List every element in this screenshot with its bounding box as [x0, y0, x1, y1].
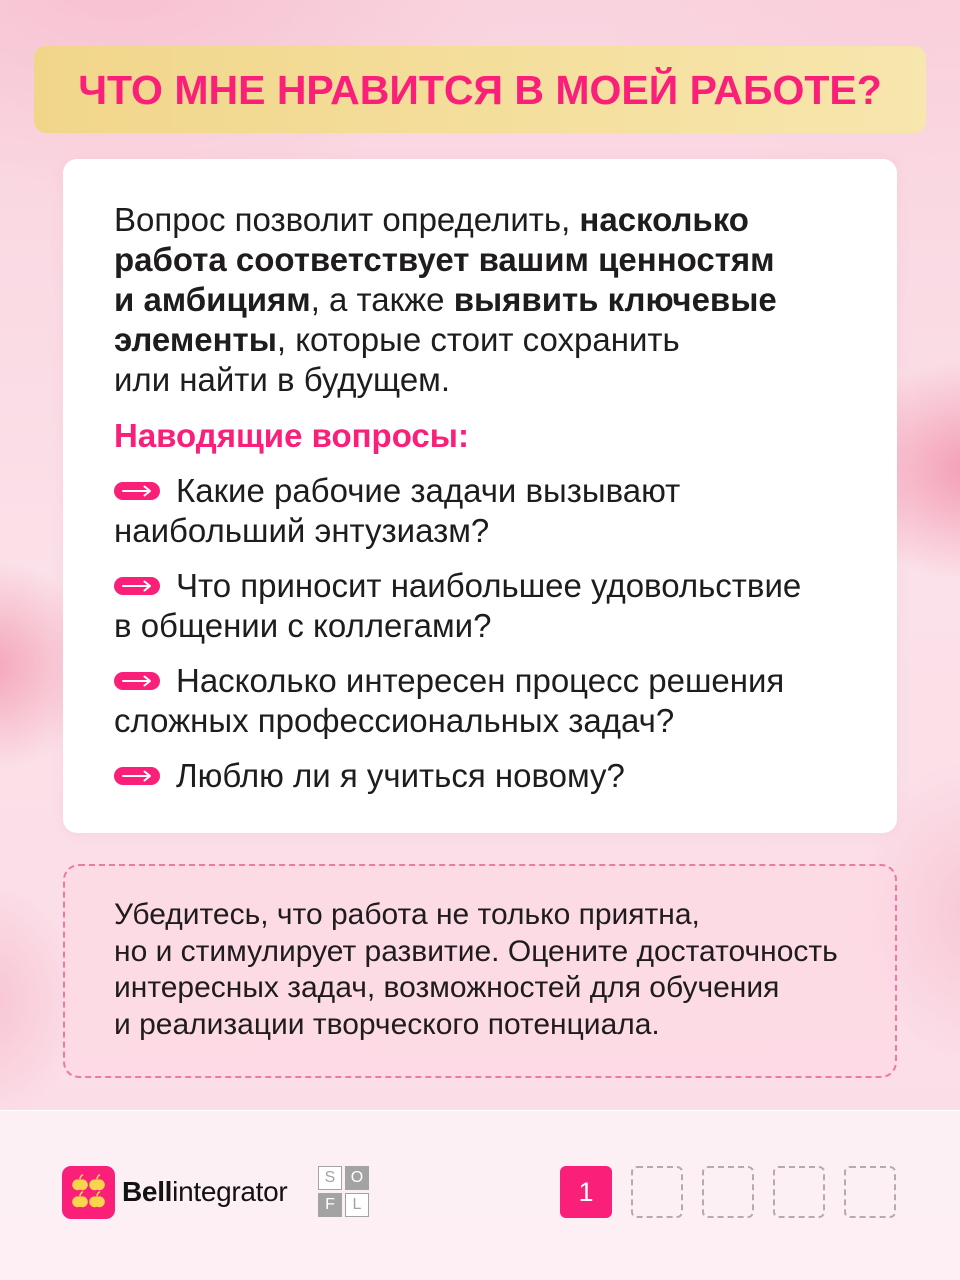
intro-paragraph: [114, 200, 877, 400]
question-text: Люблю ли я учиться новому?: [176, 757, 625, 794]
question-line: [114, 756, 877, 796]
question-text: сложных профессиональных задач?: [114, 702, 675, 739]
intro-text: Вопрос позволит определить,: [114, 201, 580, 238]
question-item: [114, 756, 877, 796]
arrow-right-icon: [114, 767, 160, 785]
question-item: [114, 661, 877, 741]
intro-emphasis: насколько: [579, 201, 749, 238]
intro-emphasis: и амбициям: [114, 281, 311, 318]
title-banner: [34, 46, 926, 133]
intro-text: , которые стоит сохранить: [276, 321, 680, 358]
note-line: Убедитесь, что работа не только приятна,: [114, 898, 700, 931]
brand-name-regular: integrator: [172, 1176, 288, 1207]
four-apples-logo-icon: [62, 1166, 115, 1219]
content-card: [63, 159, 897, 833]
arrow-right-icon: [114, 482, 160, 500]
page-indicator-current: [560, 1166, 612, 1218]
intro-line: [114, 360, 877, 400]
question-text: Насколько интересен процесс решения: [176, 662, 785, 699]
arrow-right-icon: [114, 577, 160, 595]
brand-wordmark: [122, 1175, 287, 1209]
sofl-logo: [318, 1166, 369, 1217]
page-indicator-placeholder: [844, 1166, 896, 1218]
questions-heading: Наводящие вопросы:: [114, 417, 469, 454]
arrow-right-icon: [114, 672, 160, 690]
intro-line: [114, 280, 877, 320]
page-indicator-placeholder: [702, 1166, 754, 1218]
note-line: и реализации творческого потенциала.: [114, 1007, 660, 1041]
intro-text: , а также: [310, 281, 454, 318]
intro-line: [114, 240, 877, 280]
sofl-letter: O: [345, 1166, 369, 1190]
question-item: [114, 566, 877, 646]
page-indicator-placeholder: [631, 1166, 683, 1218]
note-line: интересных задач, возможностей для обучения: [114, 971, 780, 1004]
question-line: [114, 566, 877, 606]
footer: [0, 1110, 960, 1280]
intro-text: или найти в будущем.: [114, 361, 451, 398]
question-line: [114, 511, 877, 551]
slide-pagination: [560, 1166, 896, 1218]
brand-name-bold: Bell: [122, 1176, 173, 1207]
question-line: [114, 606, 877, 646]
sofl-letter: S: [318, 1166, 342, 1190]
page-number: 1: [578, 1177, 594, 1207]
intro-emphasis: элементы: [114, 321, 277, 358]
question-line: [114, 661, 877, 701]
intro-emphasis: выявить ключевые: [453, 281, 777, 318]
question-text: Что приносит наибольшее удовольствие: [176, 567, 802, 604]
tip-note: [63, 864, 897, 1078]
question-line: [114, 701, 877, 741]
question-text: в общении с коллегами?: [114, 607, 492, 644]
intro-line: [114, 320, 877, 360]
page-indicator-placeholder: [773, 1166, 825, 1218]
sofl-letter: L: [345, 1193, 369, 1217]
sofl-letter: F: [318, 1193, 342, 1217]
question-line: [114, 471, 877, 511]
note-line: но и стимулирует развитие. Оцените достаточность: [114, 934, 838, 968]
question-text: наибольший энтузиазм?: [114, 512, 490, 549]
intro-line: [114, 200, 877, 240]
question-item: [114, 471, 877, 551]
page-title: ЧТО МНЕ НРАВИТСЯ В МОЕЙ РАБОТЕ?: [78, 66, 882, 113]
intro-emphasis: работа соответствует вашим ценностям: [114, 241, 775, 278]
question-text: Какие рабочие задачи вызывают: [176, 472, 681, 509]
